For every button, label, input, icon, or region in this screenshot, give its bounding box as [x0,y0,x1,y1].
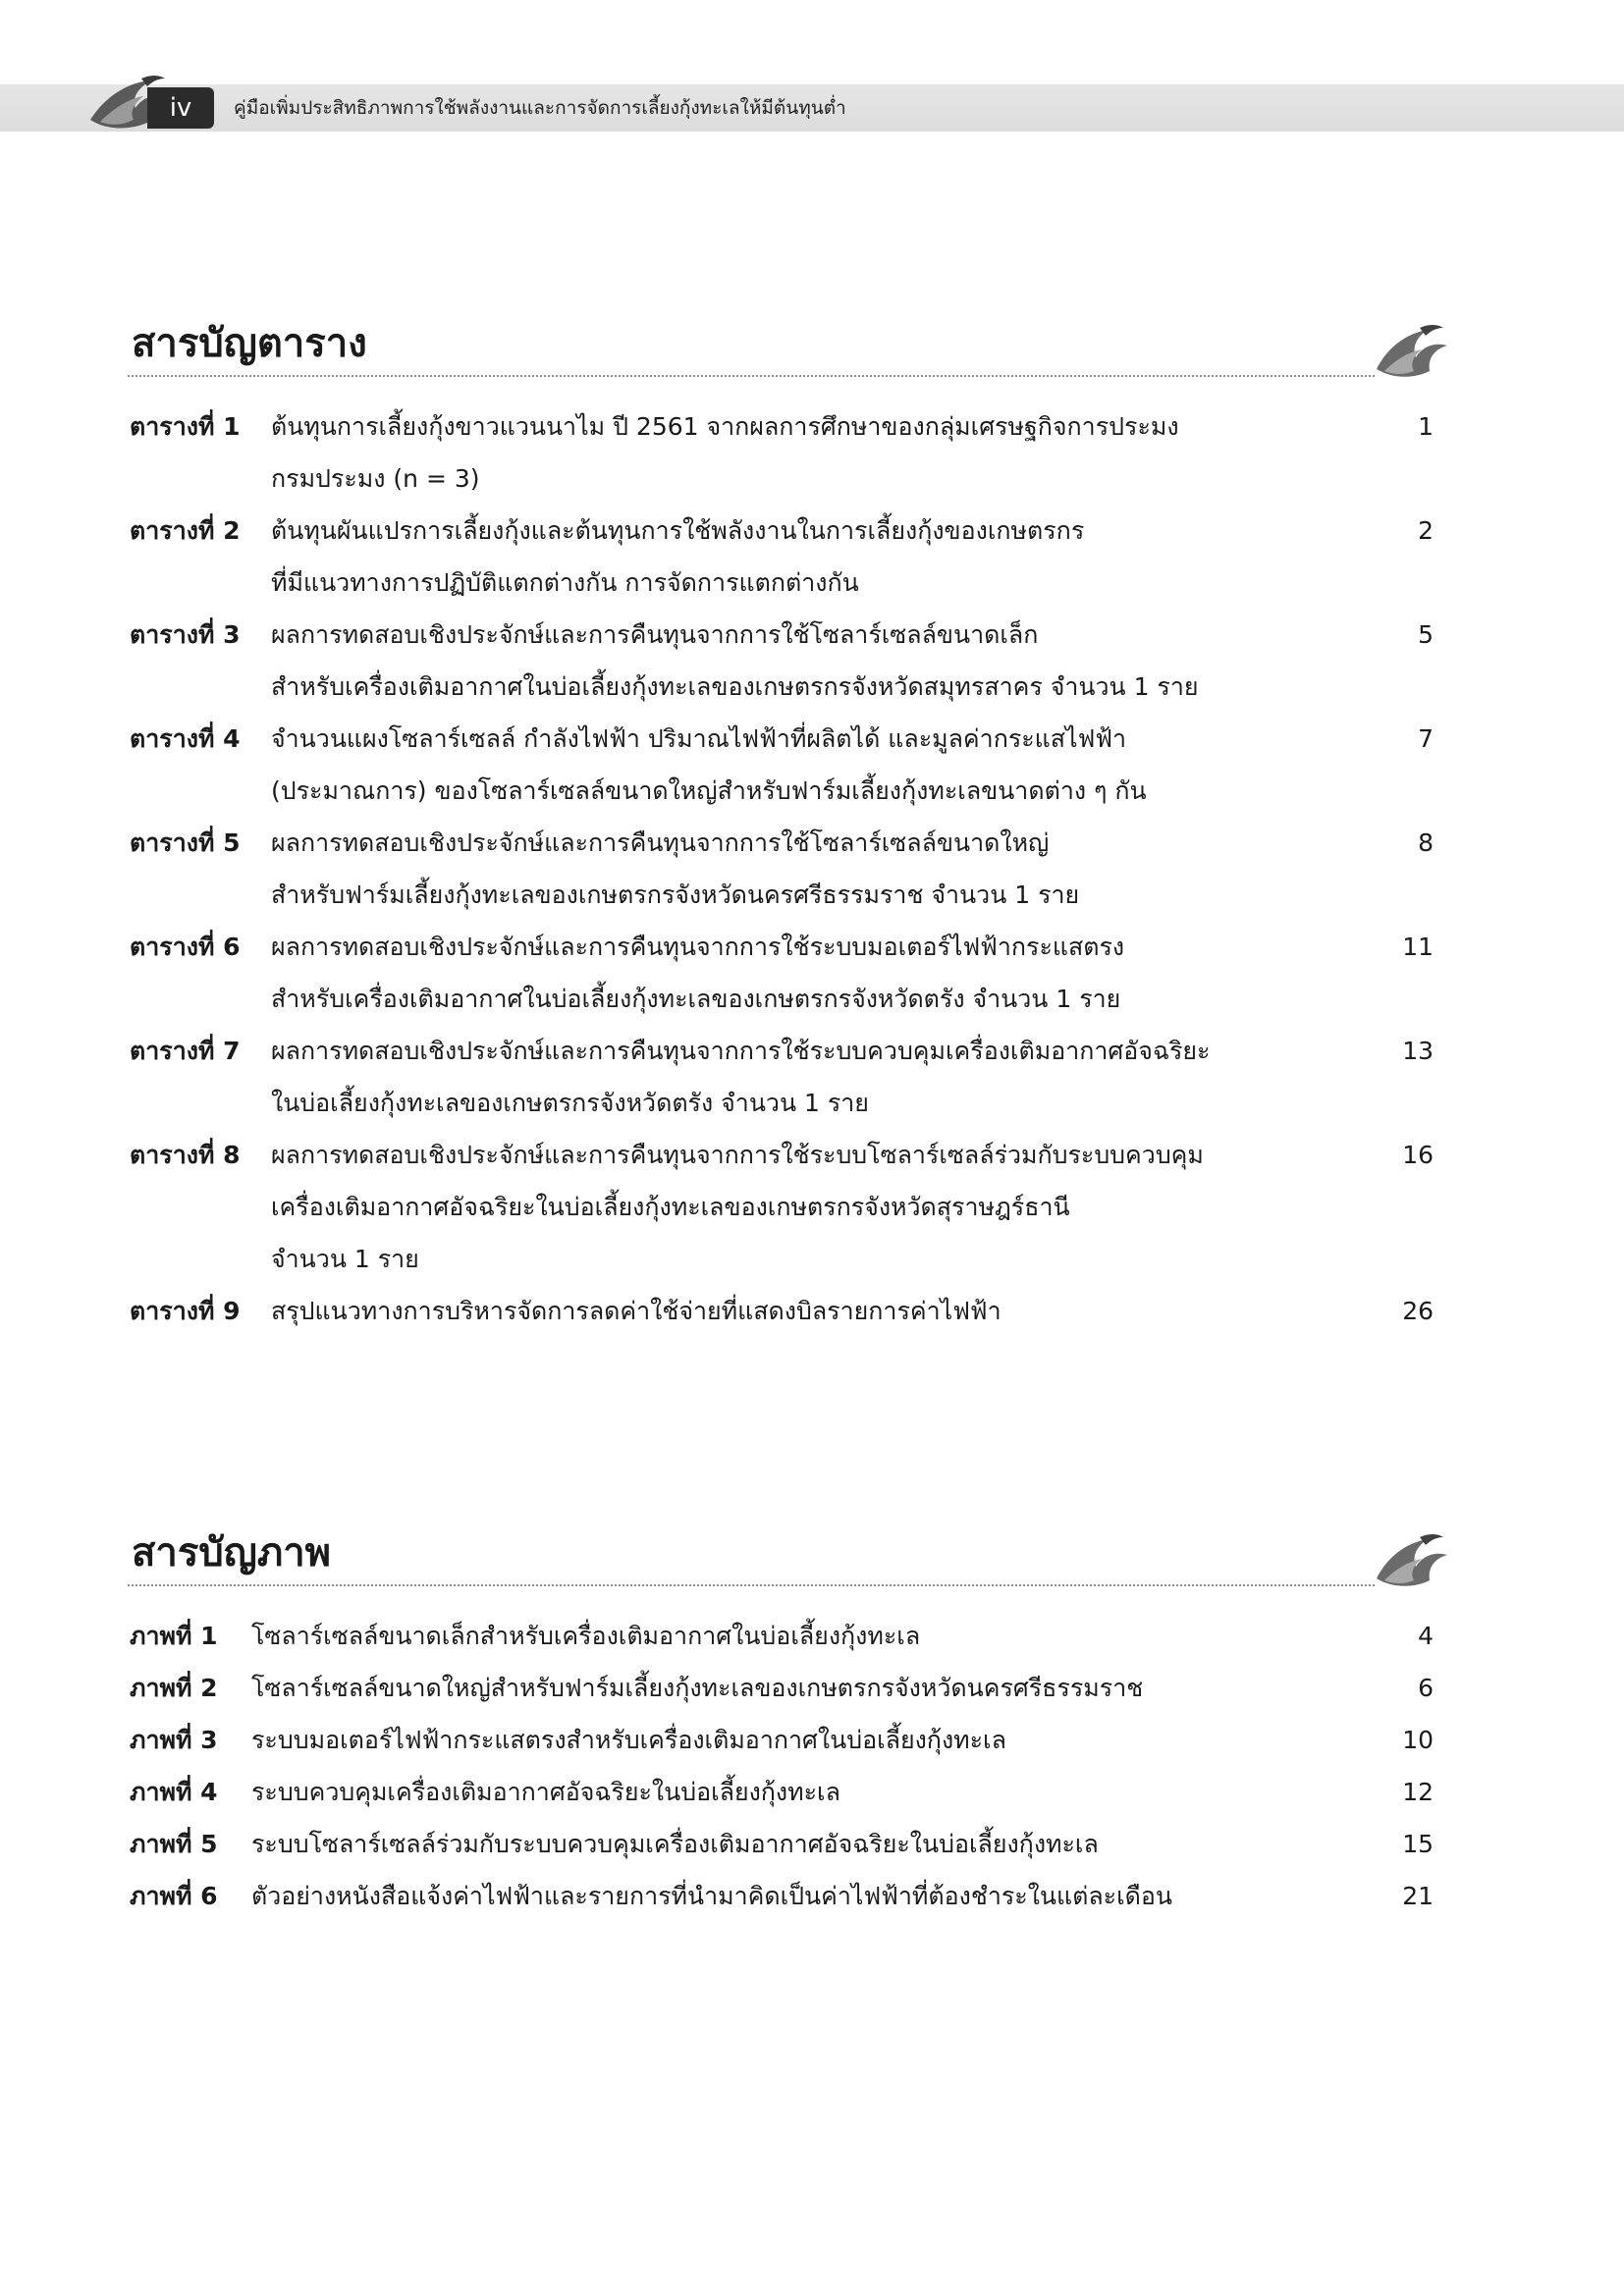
entry-text: ผลการทดสอบเชิงประจักษ์และการคืนทุนจากการใช้ระบบมอเตอร์ไฟฟ้ากระแสตรง [271,933,1125,961]
entry-text: โซลาร์เซลล์ขนาดเล็กสำหรับเครื่องเติมอากาศในบ่อเลี้ยงกุ้งทะเล [251,1622,921,1650]
entry-page-number: 7 [1418,724,1434,753]
entry-text: สำหรับฟาร์มเลี้ยงกุ้งทะเลของเกษตรกรจังหวัดนครศรีธรรมราช จำนวน 1 ราย [271,881,1080,909]
entry-page-number: 21 [1402,1882,1434,1910]
tables-entry-list [128,400,1434,1337]
entry-text: ระบบมอเตอร์ไฟฟ้ากระแสตรงสำหรับเครื่องเติมอากาศในบ่อเลี้ยงกุ้งทะเล [251,1726,1006,1754]
entry-label: ภาพที่ 3 [130,1726,218,1754]
entry-label: ภาพที่ 6 [130,1882,218,1910]
entry-page-number: 13 [1402,1037,1434,1065]
figures-section-title: สารบัญภาพ [132,1530,332,1575]
list-item[interactable] [128,1610,1434,1662]
entry-label: ตารางที่ 1 [130,412,241,441]
entry-label: ตารางที่ 9 [130,1297,241,1325]
wave-ornament-icon [1373,1529,1455,1594]
tables-section-head [128,316,1453,377]
entry-text: สำหรับเครื่องเติมอากาศในบ่อเลี้ยงกุ้งทะเลของเกษตรกรจังหวัดสมุทรสาคร จำนวน 1 ราย [271,672,1199,701]
entry-label: ภาพที่ 4 [130,1778,218,1806]
tables-section-rule [128,375,1375,377]
entry-label: ภาพที่ 1 [130,1622,218,1650]
entry-text: กรมประมง (n = 3) [271,464,480,493]
entry-label: ตารางที่ 3 [130,620,241,649]
entry-page-number: 1 [1418,412,1434,441]
entry-text: ผลการทดสอบเชิงประจักษ์และการคืนทุนจากการใช้โซลาร์เซลล์ขนาดใหญ่ [271,828,1050,857]
entry-text: (ประมาณการ) ของโซลาร์เซลล์ขนาดใหญ่สำหรับฟาร์มเลี้ยงกุ้งทะเลขนาดต่าง ๆ กัน [271,776,1147,805]
entry-text: ระบบควบคุมเครื่องเติมอากาศอัจฉริยะในบ่อเลี้ยงกุ้งทะเล [251,1778,840,1806]
entry-page-number: 2 [1418,516,1434,545]
entry-label: ตารางที่ 7 [130,1037,241,1065]
list-item[interactable] [128,1025,1434,1129]
entry-text: โซลาร์เซลล์ขนาดใหญ่สำหรับฟาร์มเลี้ยงกุ้งทะเลของเกษตรกรจังหวัดนครศรีธรรมราช [251,1674,1144,1702]
tables-section-title: สารบัญตาราง [132,321,367,366]
entry-text: ตัวอย่างหนังสือแจ้งค่าไฟฟ้าและรายการที่นำมาคิดเป็นค่าไฟฟ้าที่ต้องชำระในแต่ละเดือน [251,1882,1172,1910]
entry-text: เครื่องเติมอากาศอัจฉริยะในบ่อเลี้ยงกุ้งทะเลของเกษตรกรจังหวัดสุราษฎร์ธานี [271,1193,1070,1221]
list-item[interactable] [128,1766,1434,1818]
list-item[interactable] [128,817,1434,921]
list-item[interactable] [128,1129,1434,1285]
running-header-title: คู่มือเพิ่มประสิทธิภาพการใช้พลังงานและการจัดการเลี้ยงกุ้งทะเลให้มีต้นทุนต่ำ [234,97,846,119]
entry-label: ตารางที่ 2 [130,516,241,545]
figures-section-head [128,1525,1453,1586]
entry-text: ผลการทดสอบเชิงประจักษ์และการคืนทุนจากการใช้ระบบควบคุมเครื่องเติมอากาศอัจฉริยะ [271,1037,1211,1065]
entry-page-number: 16 [1402,1141,1434,1169]
figures-section [128,1525,1453,1910]
entry-page-number: 10 [1402,1726,1434,1754]
list-item[interactable] [128,609,1434,713]
entry-label: ตารางที่ 5 [130,828,241,857]
figures-entry-list [128,1610,1434,1922]
entry-label: ภาพที่ 5 [130,1830,218,1858]
list-item[interactable] [128,1662,1434,1714]
entry-label: ตารางที่ 6 [130,933,241,961]
entry-text: ต้นทุนผันแปรการเลี้ยงกุ้งและต้นทุนการใช้พลังงานในการเลี้ยงกุ้งของเกษตรกร [271,516,1085,545]
entry-page-number: 5 [1418,620,1434,649]
wave-ornament-icon [1373,320,1455,385]
entry-page-number: 12 [1402,1778,1434,1806]
tables-section [128,316,1453,1325]
entry-text: สำหรับเครื่องเติมอากาศในบ่อเลี้ยงกุ้งทะเลของเกษตรกรจังหวัดตรัง จำนวน 1 ราย [271,985,1121,1013]
entry-page-number: 11 [1402,933,1434,961]
entry-text: จำนวนแผงโซลาร์เซลล์ กำลังไฟฟ้า ปริมาณไฟฟ้าที่ผลิตได้ และมูลค่ากระแสไฟฟ้า [271,724,1127,753]
list-item[interactable] [128,505,1434,609]
entry-page-number: 4 [1418,1622,1434,1650]
entry-text: ในบ่อเลี้ยงกุ้งทะเลของเกษตรกรจังหวัดตรัง จำนวน 1 ราย [271,1089,869,1117]
entry-page-number: 26 [1402,1297,1434,1325]
entry-page-number: 6 [1418,1674,1434,1702]
entry-text: สรุปแนวทางการบริหารจัดการลดค่าใช้จ่ายที่แสดงบิลรายการค่าไฟฟ้า [271,1297,1001,1325]
entry-page-number: 15 [1402,1830,1434,1858]
list-item[interactable] [128,713,1434,817]
entry-text: ผลการทดสอบเชิงประจักษ์และการคืนทุนจากการใช้ระบบโซลาร์เซลล์ร่วมกับระบบควบคุม [271,1141,1204,1169]
entry-text: ระบบโซลาร์เซลล์ร่วมกับระบบควบคุมเครื่องเติมอากาศอัจฉริยะในบ่อเลี้ยงกุ้งทะเล [251,1830,1099,1858]
list-item[interactable] [128,921,1434,1025]
entry-label: ตารางที่ 4 [130,724,241,753]
entry-text: ที่มีแนวทางการปฏิบัติแตกต่างกัน การจัดการแตกต่างกัน [271,568,859,597]
list-item[interactable] [128,1285,1434,1337]
page-number-tab: iv [147,87,214,129]
list-item[interactable] [128,1818,1434,1870]
figures-section-rule [128,1584,1375,1586]
entry-text: ต้นทุนการเลี้ยงกุ้งขาวแวนนาไม ปี 2561 จากผลการศึกษาของกลุ่มเศรษฐกิจการประมง [271,412,1179,441]
entry-text: ผลการทดสอบเชิงประจักษ์และการคืนทุนจากการใช้โซลาร์เซลล์ขนาดเล็ก [271,620,1039,649]
entry-page-number: 8 [1418,828,1434,857]
entry-text: จำนวน 1 ราย [271,1245,419,1273]
list-item[interactable] [128,1714,1434,1766]
list-item[interactable] [128,400,1434,505]
entry-label: ตารางที่ 8 [130,1141,241,1169]
entry-label: ภาพที่ 2 [130,1674,218,1702]
list-item[interactable] [128,1870,1434,1922]
